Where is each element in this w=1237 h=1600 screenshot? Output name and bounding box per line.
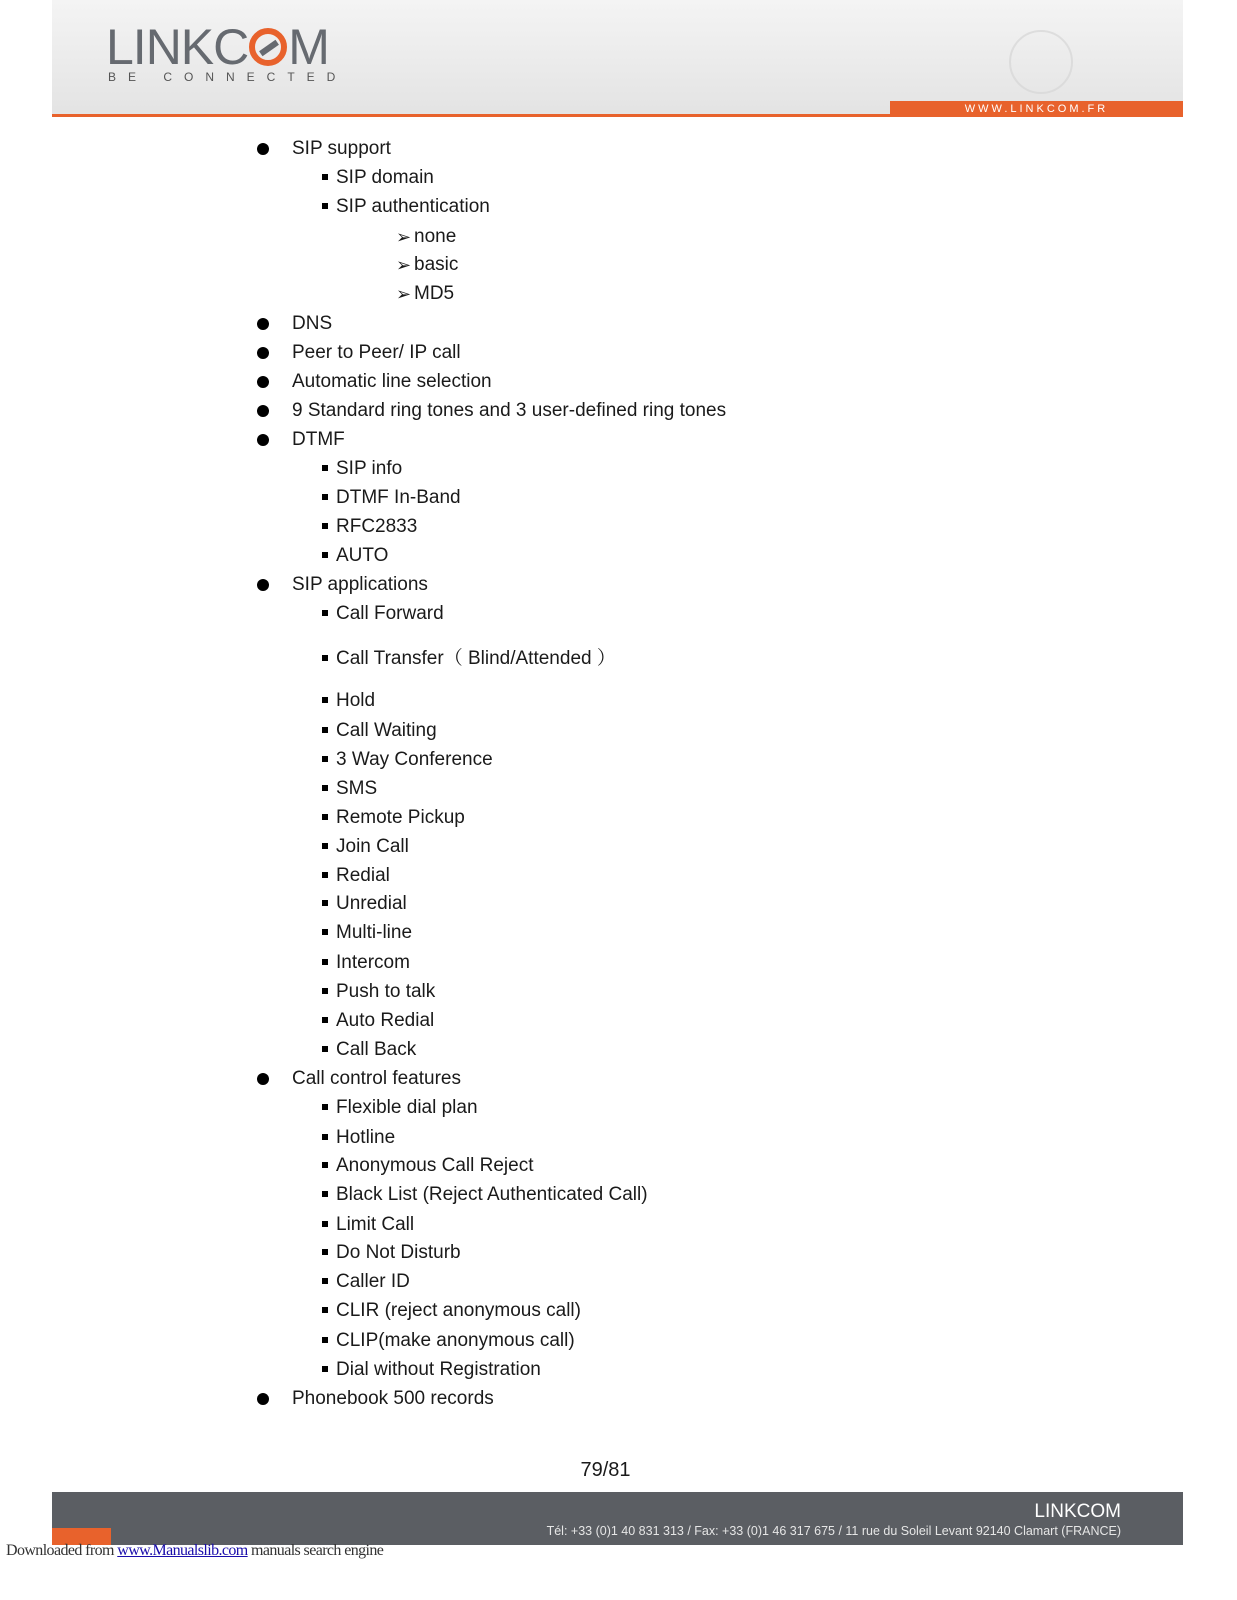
list-item-text: Call Back bbox=[336, 1039, 417, 1060]
list-item-text: AUTO bbox=[336, 545, 389, 566]
list-item-text: Unredial bbox=[336, 893, 407, 914]
list-item-text: Multi-line bbox=[336, 922, 413, 943]
list-item-text: CLIP(make anonymous call) bbox=[336, 1330, 575, 1351]
download-suffix: manuals search engine bbox=[247, 1542, 384, 1559]
download-note bbox=[6, 1542, 383, 1560]
list-item-text: SIP domain bbox=[336, 167, 434, 188]
list-item-text: Black List (Reject Authenticated Call) bbox=[336, 1184, 648, 1205]
header-url: WWW.LINKCOM.FR bbox=[890, 101, 1183, 117]
arrow-bullet-icon: ➢ bbox=[396, 255, 412, 275]
list-item-text: Redial bbox=[336, 865, 390, 886]
list-item-text: Intercom bbox=[336, 952, 410, 973]
list-item-text: SMS bbox=[336, 778, 378, 799]
list-item-text: Phonebook 500 records bbox=[292, 1388, 494, 1409]
page-number: 79/81 bbox=[580, 1459, 631, 1481]
list-item-text: SIP info bbox=[336, 458, 403, 479]
footer-company: LINKCOM bbox=[1034, 1501, 1121, 1522]
page-footer bbox=[52, 1492, 1183, 1545]
list-item-text: Limit Call bbox=[336, 1214, 415, 1235]
download-prefix: Downloaded from bbox=[6, 1542, 118, 1559]
list-item-text: 3 Way Conference bbox=[336, 749, 493, 770]
list-item-text: Dial without Registration bbox=[336, 1359, 541, 1380]
list-item-text: Auto Redial bbox=[336, 1010, 435, 1031]
list-item-text: CLIR (reject anonymous call) bbox=[336, 1300, 581, 1321]
list-item-text: DTMF In-Band bbox=[336, 487, 461, 508]
list-item-text: Peer to Peer/ IP call bbox=[292, 342, 461, 363]
logo-tagline: BE CONNECTED bbox=[108, 70, 348, 84]
list-item-text: none bbox=[414, 226, 457, 247]
list-item-text: Hotline bbox=[336, 1127, 396, 1148]
arrow-bullet-icon: ➢ bbox=[396, 227, 412, 247]
list-item-text: Remote Pickup bbox=[336, 807, 465, 828]
list-item-text: Call Transfer（ Blind/Attended ） bbox=[336, 648, 616, 669]
list-item-text: Hold bbox=[336, 690, 376, 711]
list-item-text: DTMF bbox=[292, 429, 345, 450]
list-item-text: Caller ID bbox=[336, 1271, 410, 1292]
list-item-text: Call Waiting bbox=[336, 720, 437, 741]
list-item-text: Flexible dial plan bbox=[336, 1097, 478, 1118]
list-item-text: Call control features bbox=[292, 1068, 461, 1089]
list-item-text: Anonymous Call Reject bbox=[336, 1155, 534, 1176]
list-item-text: MD5 bbox=[414, 283, 455, 304]
list-item-text: RFC2833 bbox=[336, 516, 418, 537]
logo-text-right: M bbox=[288, 19, 329, 75]
list-item-text: SIP authentication bbox=[336, 196, 490, 217]
arrow-bullet-icon: ➢ bbox=[396, 284, 412, 304]
list-item-text: Push to talk bbox=[336, 981, 436, 1002]
list-item-text: basic bbox=[414, 254, 459, 275]
list-item-text: DNS bbox=[292, 313, 333, 334]
list-item-text: SIP applications bbox=[292, 574, 428, 595]
manualslib-link[interactable]: www.Manualslib.com bbox=[117, 1542, 248, 1559]
list-item-text: SIP support bbox=[292, 138, 391, 159]
list-item-text: Join Call bbox=[336, 836, 409, 857]
logo-text-left: LINKC bbox=[106, 19, 249, 75]
list-item-text: Do Not Disturb bbox=[336, 1242, 461, 1263]
footer-contact: Tél: +33 (0)1 40 831 313 / Fax: +33 (0)1 46 317 675 / 11 rue du Soleil Levant 92140 Clamart (FRANCE) bbox=[546, 1524, 1121, 1538]
list-item-text: 9 Standard ring tones and 3 user-defined ring tones bbox=[292, 400, 727, 421]
list-item-text: Automatic line selection bbox=[292, 371, 492, 392]
list-item-text: Call Forward bbox=[336, 603, 444, 624]
